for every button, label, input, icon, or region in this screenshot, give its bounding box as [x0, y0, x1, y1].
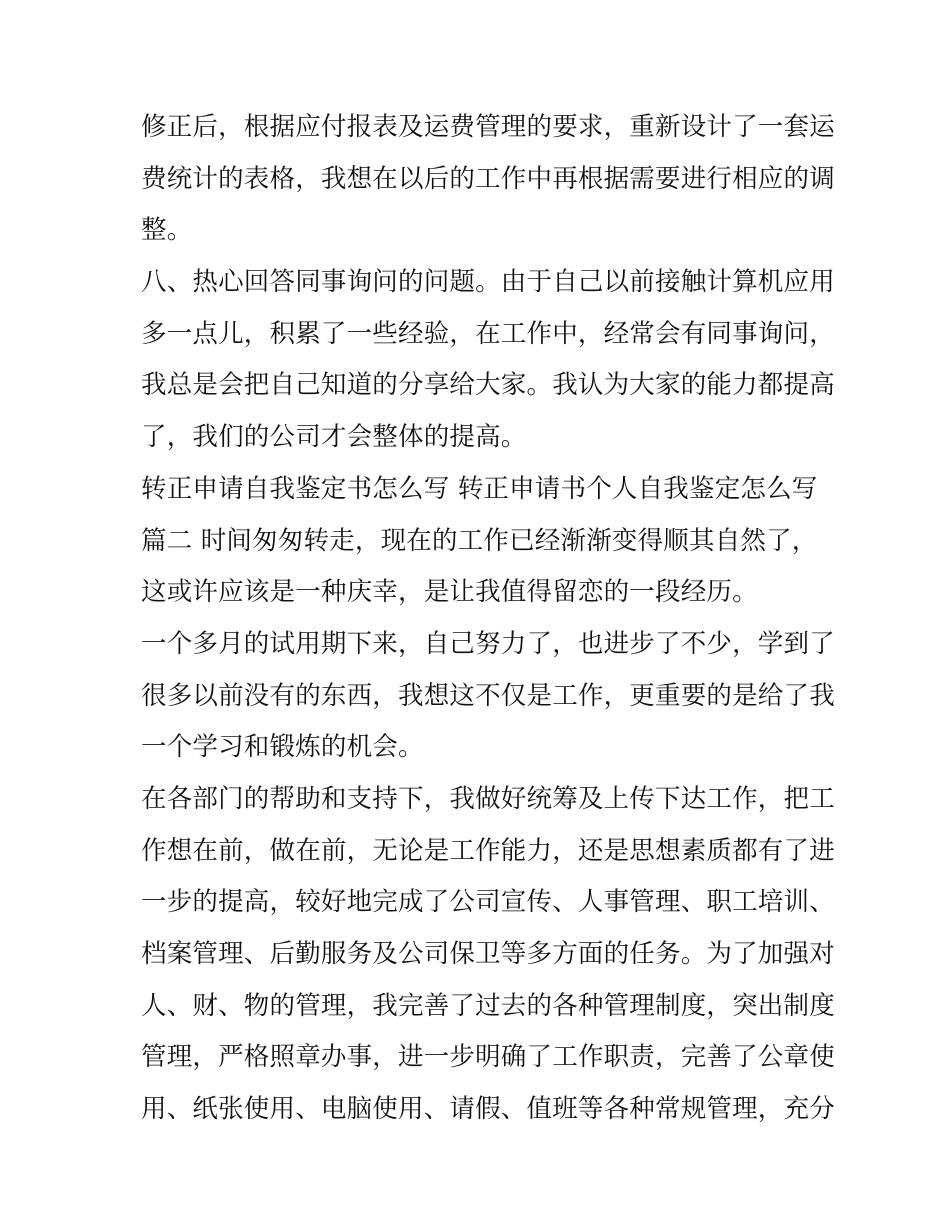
text-line-16: 一步的提高，较好地完成了公司宣传、人事管理、职工培训、	[141, 887, 835, 918]
text-line-18: 人、财、物的管理，我完善了过去的各种管理制度，突出制度	[141, 990, 835, 1021]
text-line-13: 一个学习和锻炼的机会。	[141, 732, 424, 763]
text-line-1: 修正后，根据应付报表及运费管理的要求，重新设计了一套运	[141, 112, 835, 142]
text-line-15: 作想在前，做在前，无论是工作能力，还是思想素质都有了进	[141, 835, 835, 866]
text-line-12: 很多以前没有的东西，我想这不仅是工作，更重要的是给了我	[141, 680, 835, 711]
text-line-2: 费统计的表格，我想在以后的工作中再根据需要进行相应的调	[141, 163, 835, 194]
text-line-3: 整。	[141, 215, 193, 246]
text-line-9: 篇二 时间匆匆转走，现在的工作已经渐渐变得顺其自然了，	[141, 525, 818, 556]
text-line-7: 了，我们的公司才会整体的提高。	[141, 422, 527, 453]
text-line-11: 一个多月的试用期下来，自己努力了，也进步了不少，学到了	[141, 628, 835, 659]
text-line-6: 我总是会把自己知道的分享给大家。我认为大家的能力都提高	[141, 370, 835, 401]
text-line-8: 转正申请自我鉴定书怎么写 转正申请书个人自我鉴定怎么写	[141, 473, 818, 504]
text-line-4: 八、热心回答同事询问的问题。由于自己以前接触计算机应用	[141, 267, 835, 298]
text-line-10: 这或许应该是一种庆幸，是让我值得留恋的一段经历。	[141, 577, 758, 608]
text-line-20: 用、纸张使用、电脑使用、请假、值班等各种常规管理，充分	[141, 1094, 835, 1125]
text-line-19: 管理，严格照章办事，进一步明确了工作职责，完善了公章使	[141, 1042, 835, 1073]
text-line-17: 档案管理、后勤服务及公司保卫等多方面的任务。为了加强对	[141, 939, 835, 969]
text-line-5: 多一点儿，积累了一些经验，在工作中，经常会有同事询问，	[141, 318, 835, 349]
document-body	[141, 102, 835, 1136]
text-line-14: 在各部门的帮助和支持下，我做好统筹及上传下达工作，把工	[141, 783, 835, 814]
